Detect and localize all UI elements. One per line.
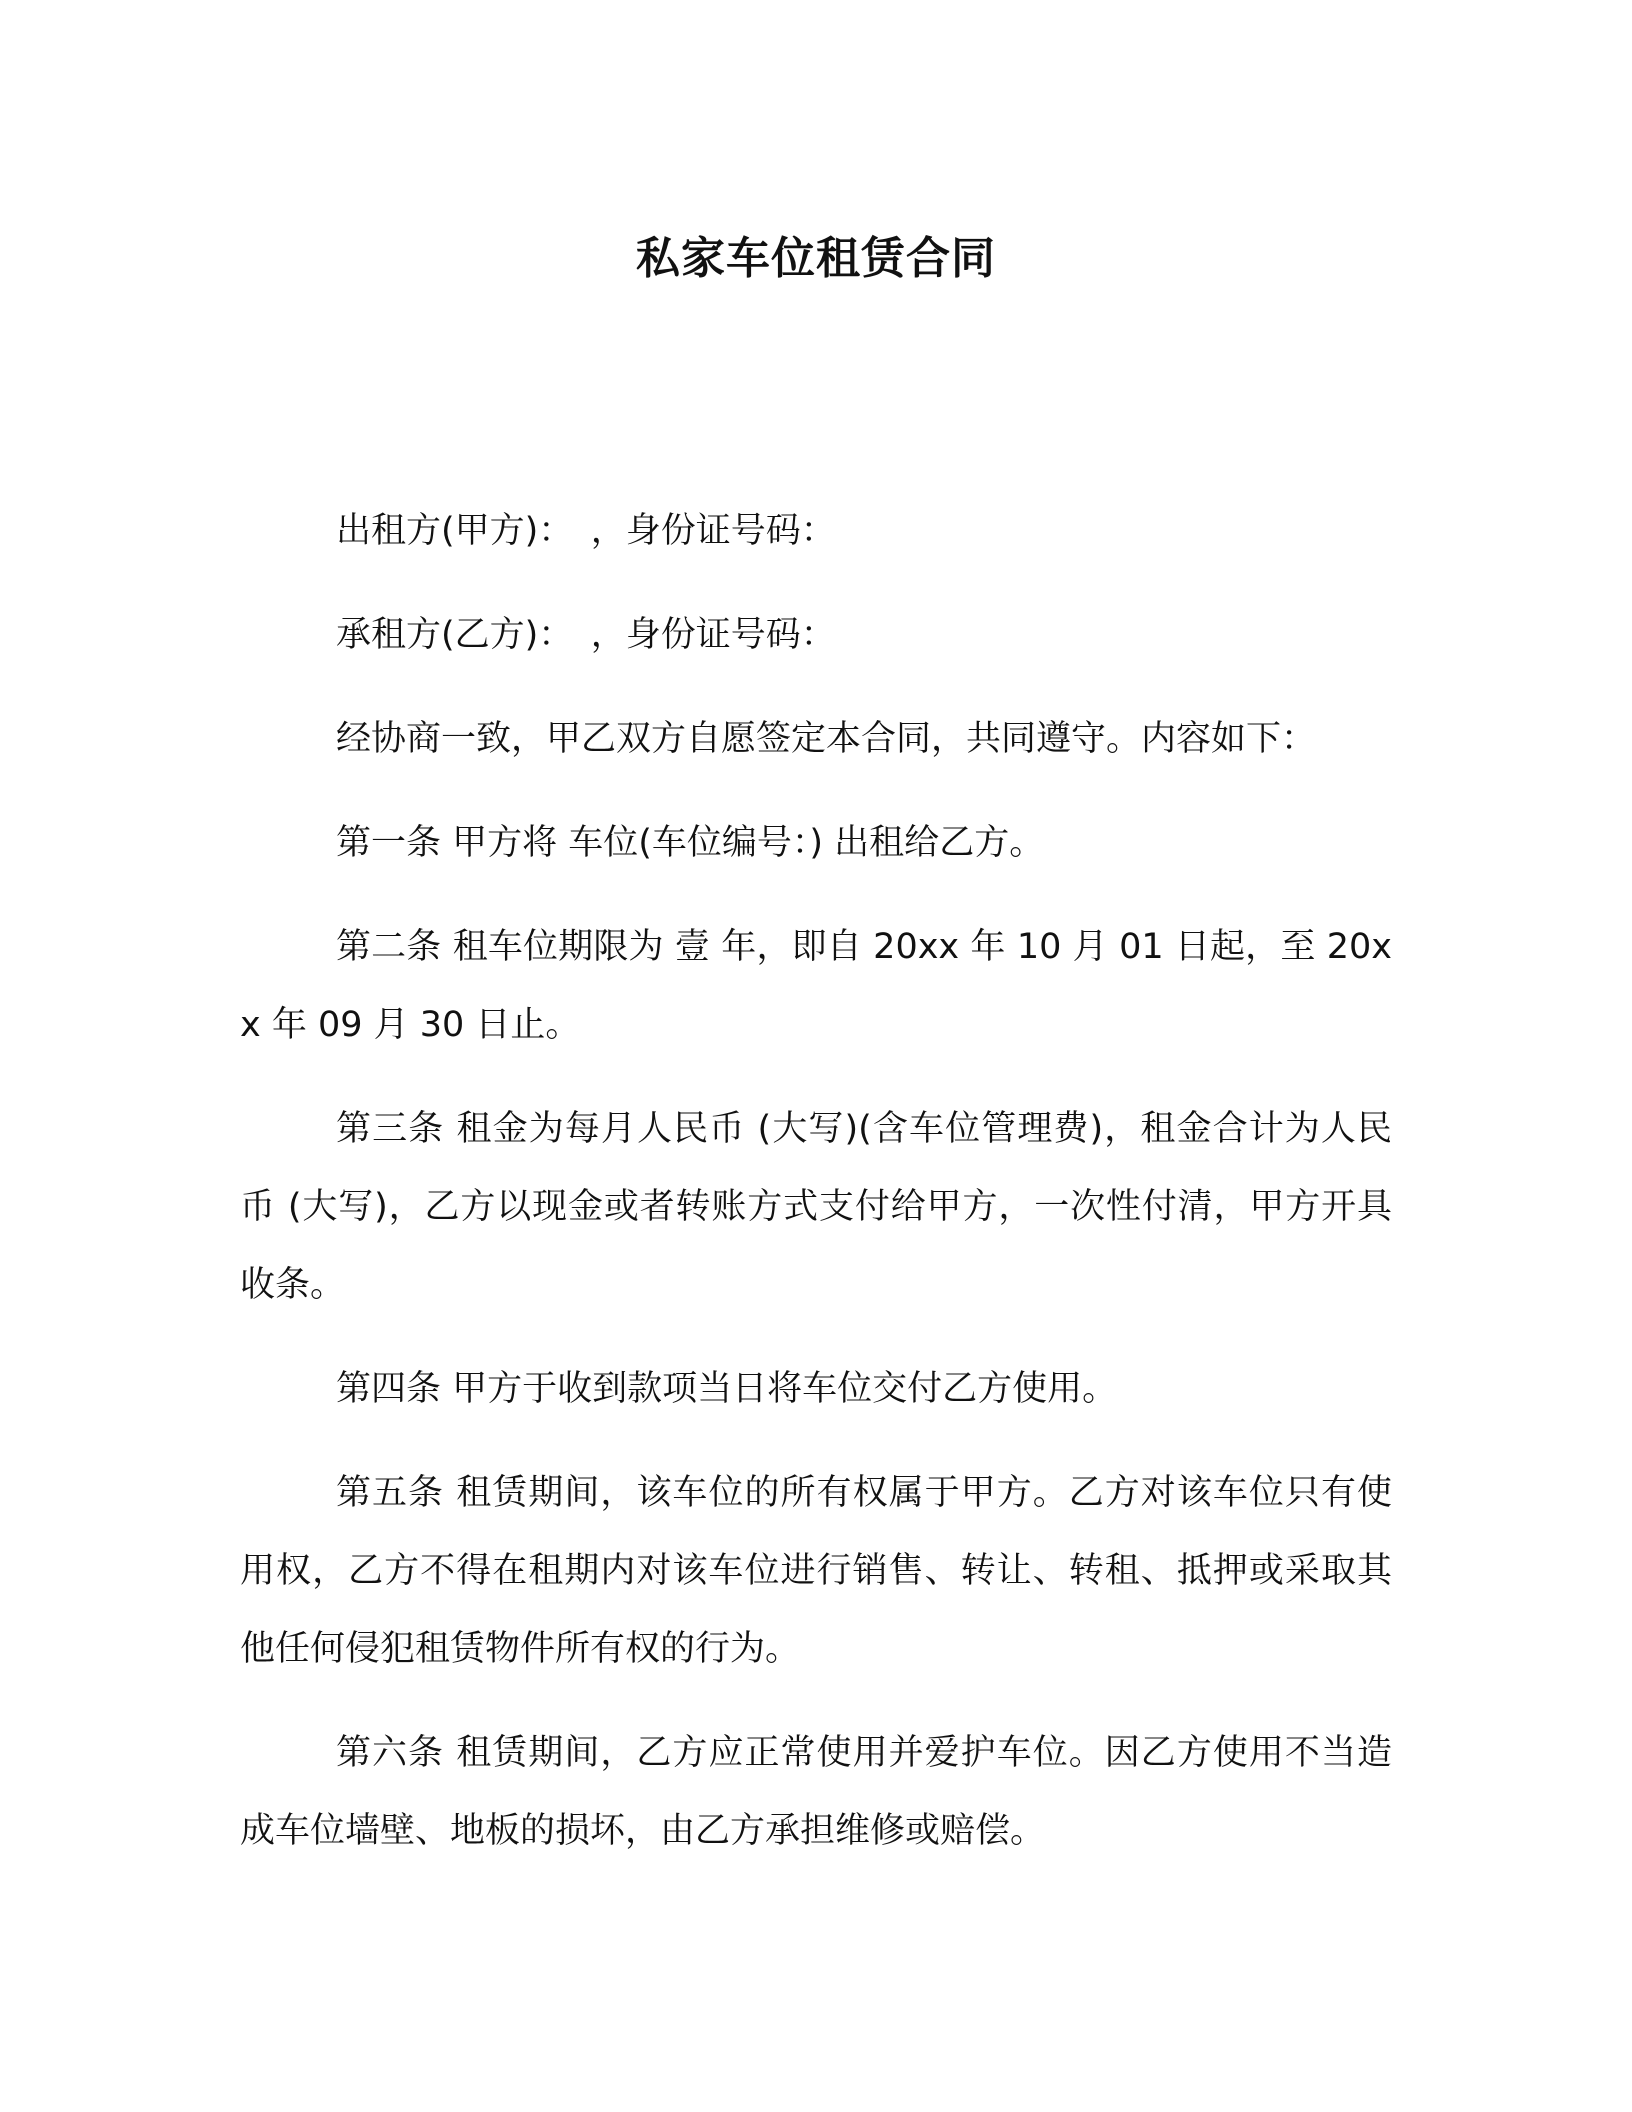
article-5: 第五条 租赁期间，该车位的所有权属于甲方。乙方对该车位只有使用权，乙方不得在租期内对该车位进行销售、转让、转租、抵押或采取其他任何侵犯租赁物件所有权的行为。 xyxy=(240,1473,1392,1669)
article-3: 第三条 租金为每月人民币 (大写)(含车位管理费)，租金合计为人民币 (大写)，乙方以现金或者转账方式支付给甲方，一次性付清，甲方开具收条。 xyxy=(240,1109,1392,1305)
agreement-intro: 经协商一致，甲乙双方自愿签定本合同，共同遵守。内容如下： xyxy=(336,719,1317,759)
article-6: 第六条 租赁期间，乙方应正常使用并爱护车位。因乙方使用不当造成车位墙壁、地板的损坏，由乙方承担维修或赔偿。 xyxy=(240,1733,1392,1851)
document-body xyxy=(240,492,1392,1896)
article-1: 第一条 甲方将 车位(车位编号：) 出租给乙方。 xyxy=(336,823,1045,863)
article-4: 第四条 甲方于收到款项当日将车位交付乙方使用。 xyxy=(336,1369,1118,1409)
document-title: 私家车位租赁合同 xyxy=(636,233,996,284)
party-b-line: 承租方(乙方)： ，身份证号码： xyxy=(336,615,836,655)
article-2: 第二条 租车位期限为 壹 年，即自 20xx 年 10 月 01 日起，至 20xx 年 09 月 30 日止。 xyxy=(240,927,1392,1045)
party-a-line: 出租方(甲方)： ，身份证号码： xyxy=(336,511,836,551)
